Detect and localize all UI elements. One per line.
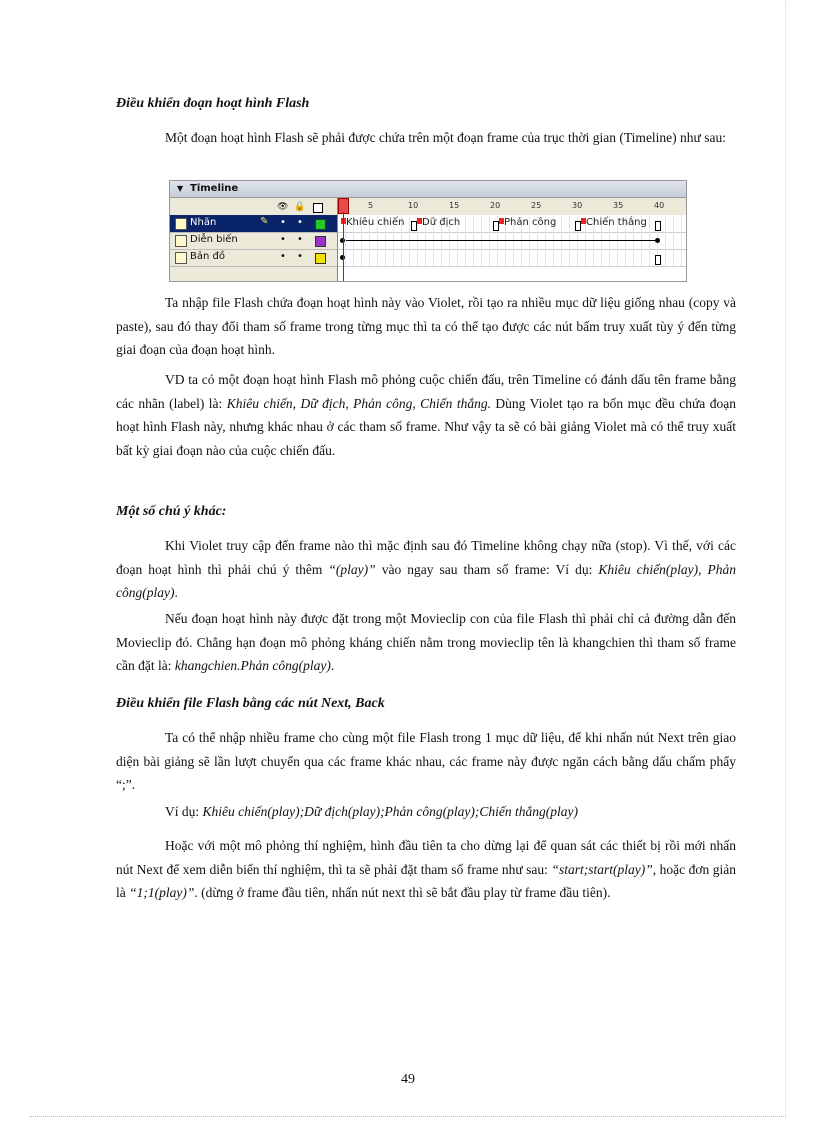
paragraph: Hoặc với một mô phỏng thí nghiệm, hình đầu tiên ta cho dừng lại để quan sát các thiết bị rồi mới nhấn nút Next để xem diễn biến thí nghiệm, thì ta sẽ phải đặt tham số frame như sau: “start;start(play)”, hoặc đơn giản là “1;1(play)”. (dừng ở frame đầu tiên, nhấn nút next thì sẽ bắt đầu play từ frame đầu tiên). <box>116 838 736 900</box>
layer-icon <box>175 235 187 247</box>
ruler-tick: 5 <box>368 201 374 210</box>
ruler-tick: 40 <box>654 201 665 210</box>
paragraph: Khi Violet truy cập đến frame nào thì mặc định sau đó Timeline không chạy nữa (stop). Vì thế, với các đoạn hoạt hình thì phải chú ý thêm “(play)” vào ngay sau tham số frame: Ví dụ: Khiêu chiến(play), Phản công(play). <box>116 538 736 600</box>
frame-area[interactable] <box>338 198 686 281</box>
page-border-bottom <box>30 1116 786 1117</box>
section-heading: Điều khiển file Flash bằng các nút Next, Back <box>116 696 385 711</box>
frame-row-dien-bien[interactable] <box>338 232 686 250</box>
frame-label: Dữ địch <box>422 217 461 228</box>
ruler-tick: 10 <box>408 201 419 210</box>
paragraph: Ví dụ: Khiêu chiến(play);Dữ địch(play);Phản công(play);Chiến thắng(play) <box>165 804 579 819</box>
lock-dot[interactable]: • <box>297 234 303 245</box>
paragraph: Nếu đoạn hoạt hình này được đặt trong một Movieclip con của file Flash thì phải chỉ cả đường dẫn đến Movieclip đó. Chẳng hạn đoạn mô phỏng kháng chiến nằm trong movieclip tên là khangchien thì tham số frame cần đặt là: khangchien.Phản công(play). <box>116 611 736 673</box>
lock-icon[interactable]: 🔒 <box>294 202 306 212</box>
frame-label: Phản công <box>504 217 557 228</box>
timeline-panel[interactable] <box>169 180 687 282</box>
keyframe-end <box>655 221 661 231</box>
layer-icon <box>175 252 187 264</box>
visible-dot[interactable]: • <box>280 234 286 245</box>
frame-ruler[interactable] <box>338 198 686 216</box>
frame-label: Chiến thắng <box>586 217 647 228</box>
layer-color-swatch[interactable] <box>315 253 326 264</box>
page-border-right <box>785 0 786 1116</box>
collapse-arrow-icon[interactable]: ▼ <box>177 184 184 193</box>
eye-icon[interactable]: 👁 <box>277 202 289 212</box>
timeline-title: Timeline <box>190 183 239 194</box>
visible-dot[interactable]: • <box>280 251 286 262</box>
ruler-tick: 20 <box>490 201 501 210</box>
frame-row-nhan[interactable] <box>338 215 686 233</box>
layer-icon <box>175 218 187 230</box>
section-heading: Điều khiển đoạn hoạt hình Flash <box>116 96 310 111</box>
ruler-tick: 15 <box>449 201 460 210</box>
motion-tween <box>346 240 656 241</box>
ruler-tick: 30 <box>572 201 583 210</box>
timeline-header[interactable] <box>170 181 686 198</box>
playhead-line <box>343 212 344 281</box>
lock-dot[interactable]: • <box>297 217 303 228</box>
paragraph: Ta nhập file Flash chứa đoạn hoạt hình này vào Violet, rồi tạo ra nhiều mục dữ liệu giống nhau (copy và paste), sau đó thay đổi tham số frame trong từng mục thì ta có thể tạo được các nút bấm truy xuất tùy ý đến từng giai đoạn của đoạn hoạt hình. <box>116 295 736 357</box>
layer-row-nhan[interactable] <box>170 215 337 233</box>
pencil-icon: ✎ <box>260 216 269 227</box>
layer-color-swatch[interactable] <box>315 219 326 230</box>
lock-dot[interactable]: • <box>297 251 303 262</box>
frame-label: Khiêu chiến <box>346 217 405 228</box>
page-number: 49 <box>401 1072 415 1087</box>
layer-color-swatch[interactable] <box>315 236 326 247</box>
keyframe-end <box>655 255 661 265</box>
ruler-tick: 35 <box>613 201 624 210</box>
paragraph: VD ta có một đoạn hoạt hình Flash mô phỏng cuộc chiến đấu, trên Timeline có đánh dấu tên frame bằng các nhãn (label) là: Khiêu chiến, Dữ địch, Phản công, Chiến thắng. Dùng Violet tạo ra bốn mục đều chứa đoạn hoạt hình Flash này, nhưng khác nhau ở các tham số frame. Như vậy ta sẽ có bài giảng Violet mà có thể truy xuất bất kỳ giai đoạn nào của cuộc chiến đấu. <box>116 372 736 458</box>
visible-dot[interactable]: • <box>280 217 286 228</box>
layer-row-ban-do[interactable] <box>170 249 337 267</box>
outline-icon[interactable] <box>313 203 323 213</box>
layer-list <box>170 198 338 281</box>
layer-name: Bản đồ <box>190 251 225 262</box>
layer-name: Nhãn <box>190 217 217 228</box>
ruler-tick: 25 <box>531 201 542 210</box>
frame-row-ban-do[interactable] <box>338 249 686 267</box>
layer-name: Diễn biến <box>190 234 238 245</box>
paragraph: Một đoạn hoạt hình Flash sẽ phải được chứa trên một đoạn frame của trục thời gian (Timeline) như sau: <box>165 130 726 145</box>
keyframe-dot <box>655 238 660 243</box>
section-heading: Một số chú ý khác: <box>116 504 227 519</box>
paragraph: Ta có thể nhập nhiều frame cho cùng một file Flash trong 1 mục dữ liệu, để khi nhấn nút Next trên giao diện bài giảng sẽ lần lượt chuyển qua các frame khác nhau, các frame này được ngăn cách bằng dấu chấm phẩy “;”. <box>116 730 736 792</box>
layer-row-dien-bien[interactable] <box>170 232 337 250</box>
